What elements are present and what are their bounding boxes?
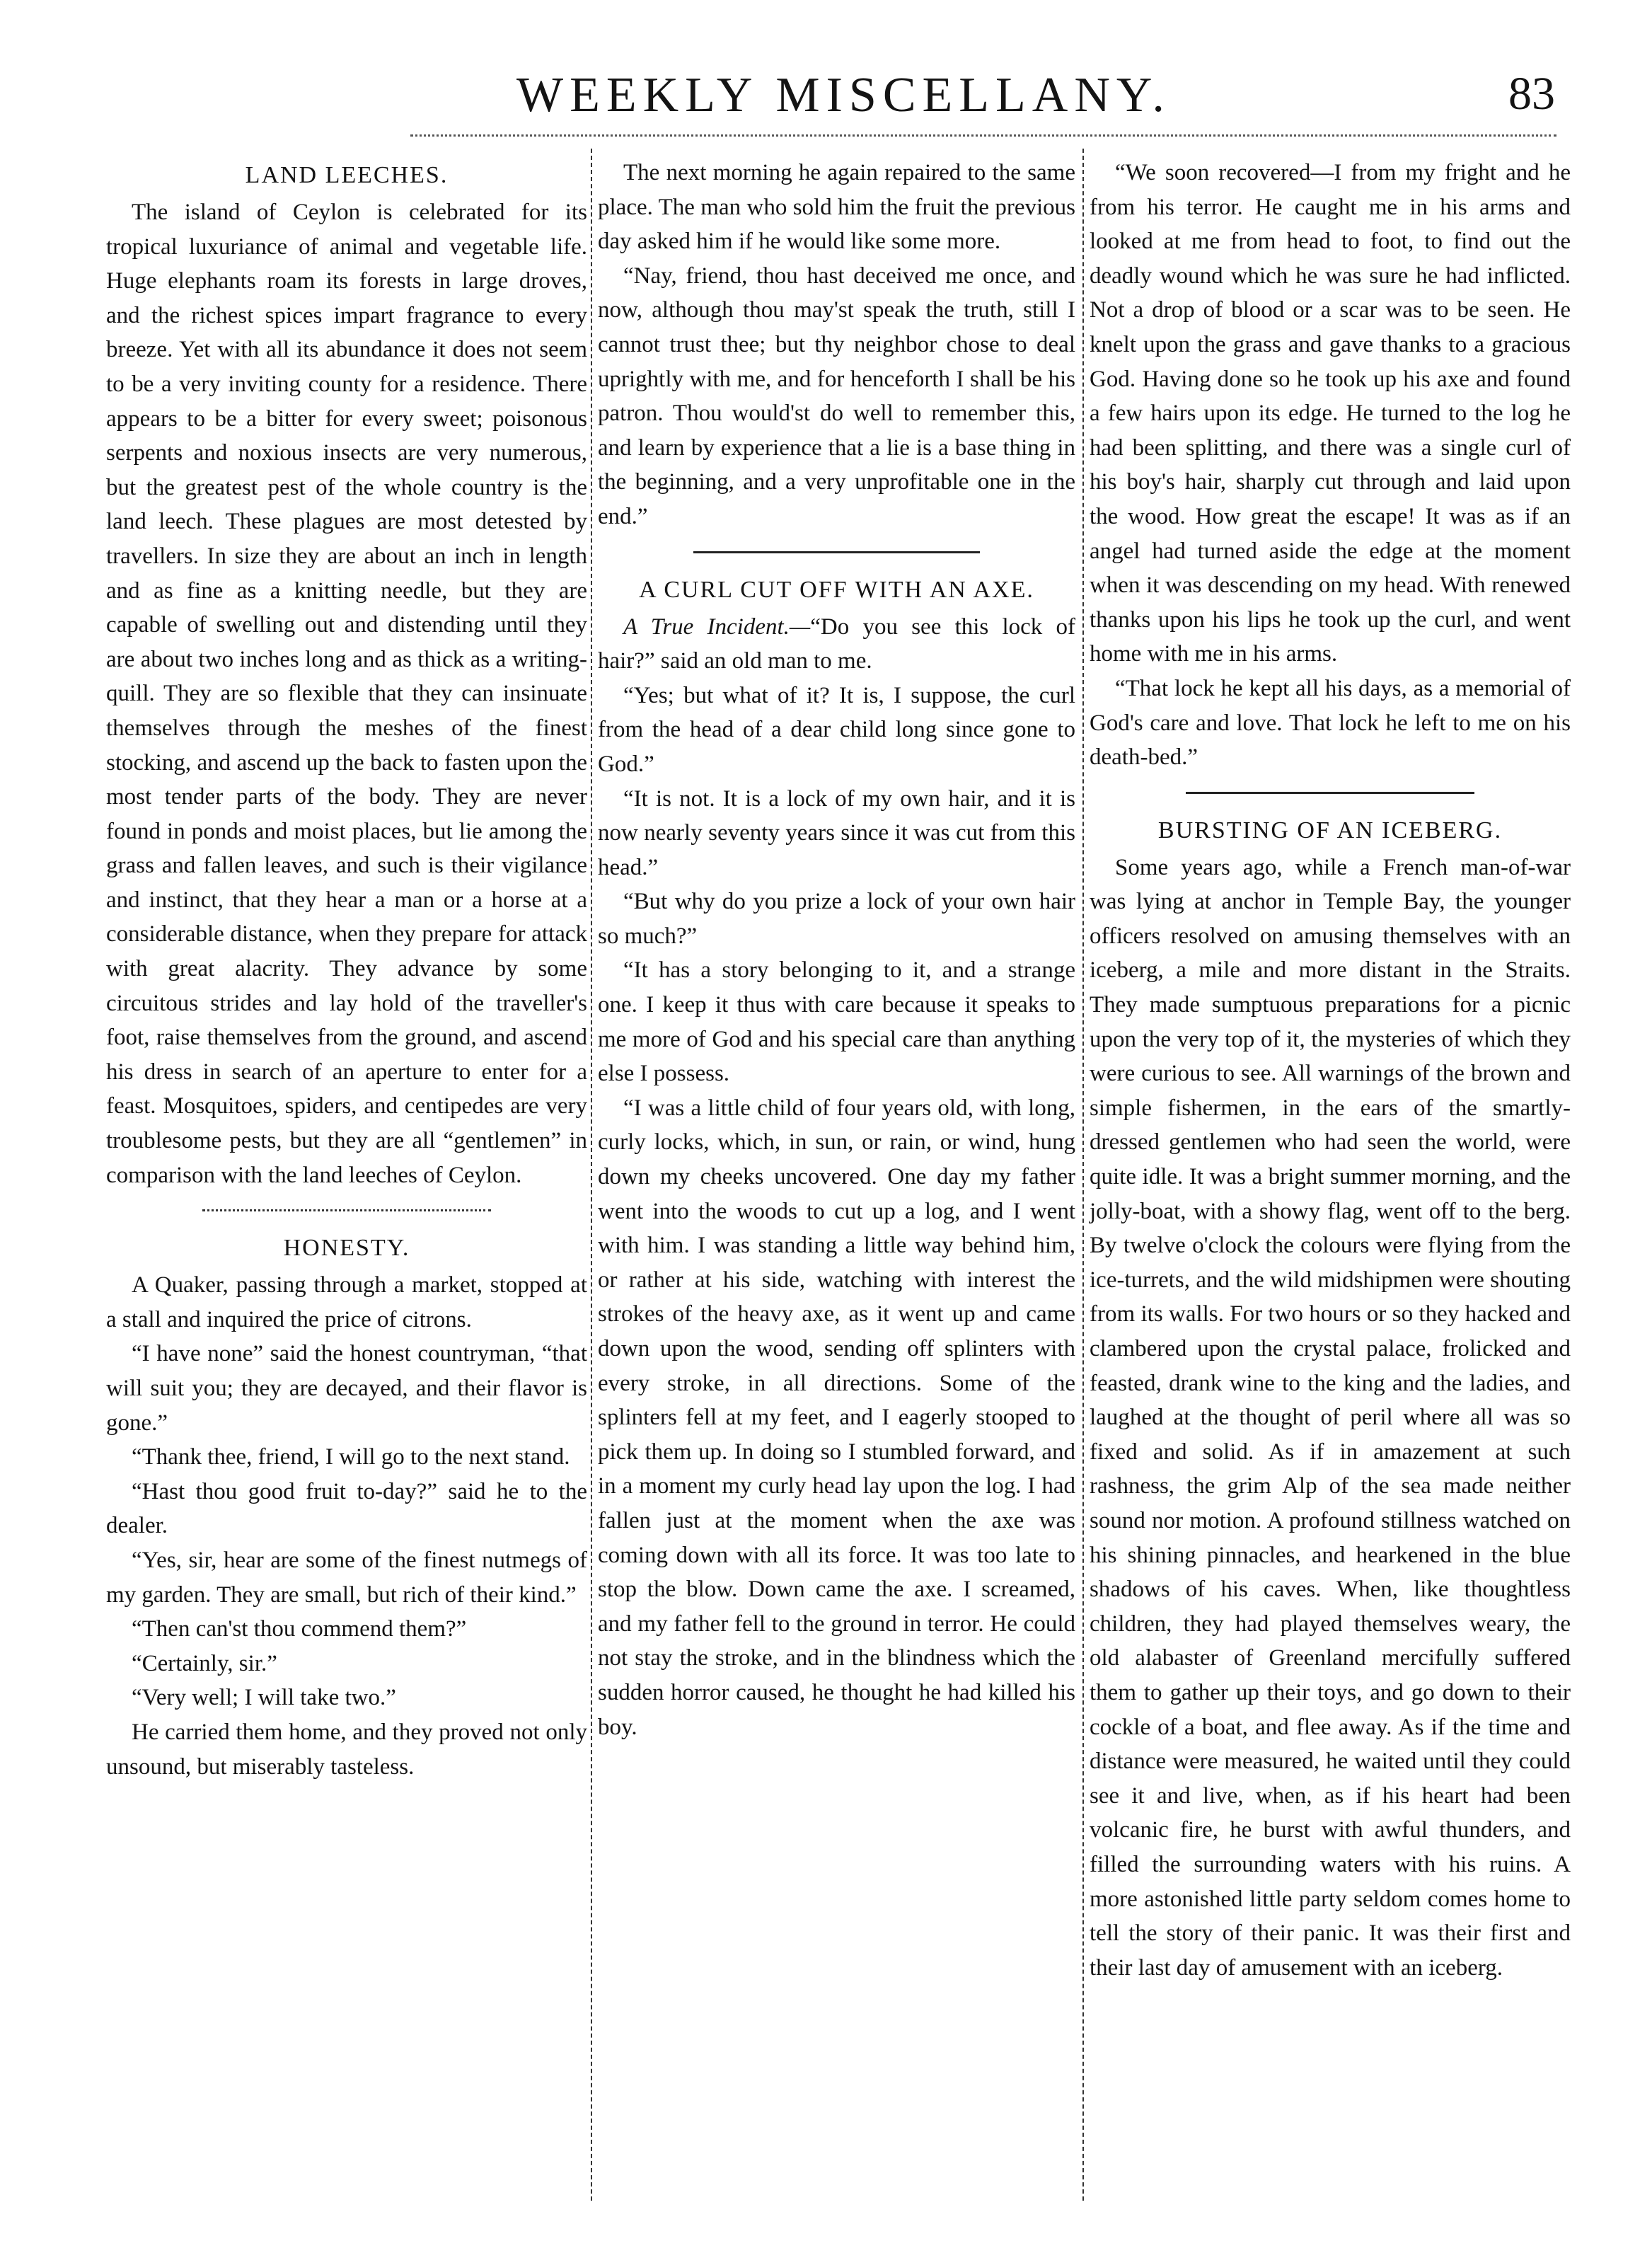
- article-paragraph: “Very well; I will take two.”: [132, 1685, 396, 1711]
- article-paragraph: “Yes, sir, hear are some of the finest nutmegs of my garden. They are small, but rich of their kind.”: [106, 1547, 587, 1608]
- article-paragraph: “Nay, friend, thou hast deceived me once, and now, although thou may'st speak the truth, still I cannot trust thee; but thy neighbor chose to deal uprightly with me, and for henceforth I shall be his patron. Thou would'st do well to remember this, and learn by experience that a lie is a base thing in the beginning, and a very unprofitable one in the end.”: [598, 263, 1075, 529]
- article-paragraph: “Then can'st thou commend them?”: [132, 1616, 467, 1642]
- article-paragraph: Some years ago, while a French man-of-war was lying at anchor in Temple Bay, the younger officers resolved on amusing themselves with an iceberg, a mile and more distant in the Straits. They made sumptuous preparations for a picnic upon the very top of it, the mysteries of which they were curious to see. All warnings of the brown and simple fishermen, in the ears of the smartly-dressed gentlemen who had seen the world, were quite idle. It was a bright summer morning, and the jolly-boat, with a showy flag, went off to the berg. By twelve o'clock the colours were flying from the ice-turrets, and the wild midshipmen were shouting from its walls. For two hours or so they hacked and clambered upon the crystal palace, frolicked and feasted, drank wine to the king and the ladies, and laughed at the thought of peril where all was so fixed and solid. As if in amazement at such rashness, the grim Alp of the sea made neither sound nor motion. A profound stillness watched on his shining pinnacles, and hearkened in the blue shadows of his caves. When, like thoughtless children, they had played themselves weary, the old alabaster of Greenland mercifully suffered them to gather up their toys, and go down to their cockle of a boat, and flee away. As if the time and distance were measured, he waited until they could see it and live, when, as if his heart had been volcanic fire, he burst with awful thunders, and filled the surrounding waters with his ruins. A more astonished little party seldom comes home to tell the story of their panic. It was their first and their last day of amusement with an iceberg.: [1090, 854, 1571, 1981]
- article-paragraph: “Certainly, sir.”: [132, 1650, 277, 1676]
- article-paragraph: He carried them home, and they proved not only unsound, but miserably tasteless.: [106, 1719, 587, 1780]
- column-1: [106, 156, 587, 1784]
- article-lead: A True Incident.—: [623, 613, 811, 640]
- article-paragraph: A Quaker, passing through a market, stopped at a stall and inquired the price of citrons.: [106, 1272, 587, 1332]
- article-paragraph: “But why do you prize a lock of your own hair so much?”: [598, 889, 1075, 949]
- article-separator: [202, 1209, 491, 1211]
- article-paragraph: [598, 610, 1075, 679]
- column-divider: [591, 149, 592, 2201]
- article-title: LAND LEECHES.: [245, 162, 449, 188]
- masthead-title: WEEKLY MISCELLANY.: [516, 68, 1171, 122]
- article-paragraph: “I was a little child of four years old, with long, curly locks, which, in sun, or rain, or wind, hung down my cheeks uncovered. One day my father went into the woods to cut up a log, and I went with him. I was standing a little way behind him, or rather at his side, watching with interest the strokes of the heavy axe, as it went up and came down upon the wood, sending off splinters with every stroke, in all directions. Some of the splinters fell at my feet, and I eagerly stooped to pick them up. In doing so I stumbled forward, and in a moment my curly head lay upon the log. I had fallen just at the moment when the axe was coming down with all its force. It was too late to stop the blow. Down came the axe. I screamed, and my father fell to the ground in terror. He could not stay the stroke, and in the blindness which the sudden horror caused, he thought he had killed his boy.: [598, 1095, 1075, 1740]
- article-separator: [693, 551, 980, 553]
- article-title: HONESTY.: [283, 1235, 410, 1262]
- article-paragraph: “Thank thee, friend, I will go to the next stand.: [132, 1444, 570, 1470]
- article-title: BURSTING OF AN ICEBERG.: [1157, 817, 1503, 843]
- article-title: A CURL CUT OFF WITH AN AXE.: [639, 576, 1034, 603]
- article-paragraph: “We soon recovered—I from my fright and he from his terror. He caught me in his arms and looked at me from head to foot, to find out the deadly wound which he was sure he had inflicted. Not a drop of blood or a scar was to be seen. He knelt upon the grass and gave thanks to a gracious God. Having done so he took up his axe and found a few hairs upon its edge. He turned to the log he had been splitting, and there was a single curl of his boy's hair, sharply cut through and laid upon the wood. How great the escape! It was as if an angel had turned aside the edge at the moment when it was descending on my head. With renewed thanks upon his lips he took up the curl, and went home with me in his arms.: [1090, 160, 1571, 667]
- article-paragraph: “Yes; but what of it? It is, I suppose, the curl from the head of a dear child long since gone to God.”: [598, 682, 1075, 777]
- article-paragraph: “I have none” said the honest countryman, “that will suit you; they are decayed, and their flavor is gone.”: [106, 1341, 587, 1436]
- article-separator: [1186, 792, 1474, 794]
- article-paragraph: “Hast thou good fruit to-day?” said he to the dealer.: [106, 1478, 587, 1539]
- masthead: [0, 67, 1652, 145]
- column-3: [1090, 156, 1571, 1985]
- article-paragraph: The island of Ceylon is celebrated for its tropical luxuriance of animal and vegetable life. Huge elephants roam its forests in large droves, and the richest spices impart fragrance to every breeze. Yet with all its abundance it does not seem to be a very inviting county for a residence. There appears to be a bitter for every sweet; poisonous serpents and noxious insects are very numerous, but the greatest pest of the whole country is the land leech. These plagues are most detested by travellers. In size they are about an inch in length and as fine as a knitting needle, but they are capable of swelling out and distending until they are about two inches long and as thick as a writing-quill. They are so flexible that they can insinuate themselves through the meshes of the finest stocking, and ascend up the back to fasten upon the most tender parts of the body. They are never found in ponds and moist places, but lie among the grass and fallen leaves, and such is their vigilance and instinct, that they hear a man or a horse at a considerable distance, when they prepare for attack with great alacrity. They advance by some circuitous strides and lay hold of the traveller's foot, raise themselves from the ground, and ascend his dress in search of an aperture to enter for a feast. Mosquitoes, spiders, and centipedes are very troublesome pests, but they are all “gentlemen” in comparison with the land leeches of Ceylon.: [106, 200, 587, 1188]
- article-paragraph: “It is not. It is a lock of my own hair, and it is now nearly seventy years since it was cut from this head.”: [598, 785, 1075, 880]
- masthead-rule: [410, 134, 1556, 137]
- column-divider: [1082, 149, 1084, 2201]
- column-2: [598, 156, 1075, 1744]
- article-paragraph-text: “Do you see this lock of hair?” said an old man to me.: [598, 613, 1076, 674]
- article-paragraph: The next morning he again repaired to the same place. The man who sold him the fruit the previous day asked him if he would like some more.: [598, 160, 1075, 255]
- page-number: 83: [1508, 68, 1555, 120]
- article-paragraph: “That lock he kept all his days, as a memorial of God's care and love. That lock he left to me on his death-bed.”: [1090, 675, 1571, 771]
- article-paragraph: “It has a story belonging to it, and a strange one. I keep it thus with care because it speaks to me more of God and his special care than anything else I possess.: [598, 957, 1075, 1087]
